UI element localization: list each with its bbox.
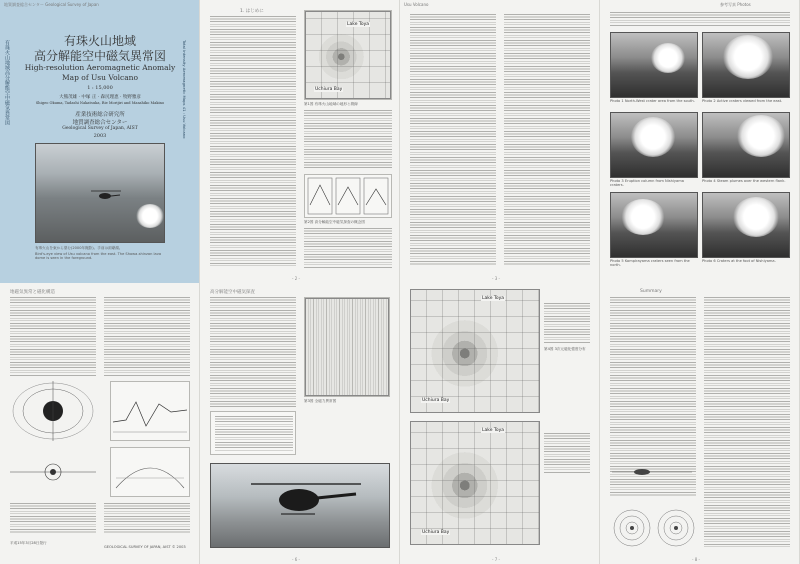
anomaly-map-upper [410, 289, 540, 413]
map-label-bay: Uchiura Bay [422, 398, 450, 403]
survey-flight-diagram [110, 447, 190, 497]
profile-chart [111, 382, 189, 440]
english-summary-page [600, 283, 800, 564]
photo-6 [702, 192, 790, 258]
dipole-field-diagram [10, 381, 96, 441]
page-number: - 2 - [292, 276, 300, 281]
map-label-lake: Lake Toya [347, 22, 370, 27]
back-page-2 [200, 283, 400, 564]
map-label-lake: Lake Toya [482, 296, 505, 301]
back-page-1 [0, 283, 200, 564]
aircraft-sketch [612, 463, 692, 481]
photo-3 [610, 112, 698, 178]
publisher-jp-1: 産業技術総合研究所 [75, 112, 125, 118]
publisher-en: Geological Survey of Japan, AIST [62, 126, 138, 131]
figure-4-caption: 第4図 3次元磁化強度分布 [544, 347, 586, 351]
cover-spine-title: 有珠火山地域高分解能空中磁気異常図 [4, 40, 10, 125]
text-column-left [410, 14, 496, 266]
cover-photo-caption-jp: 有珠火山を東から望む(2000年撮影)。手前は洞爺湖。 [35, 246, 123, 250]
photo-5-plume [621, 199, 665, 235]
cover-spine-title-en: Total Intensity Aeromagnetic Maps 41 : Usu Volcano [182, 40, 187, 139]
text-column-left [210, 297, 296, 407]
photo-2-caption: Photo 2 Active craters viewed from the east. [702, 99, 783, 103]
page-number: - 6 - [292, 557, 300, 562]
figure-3-caption: 第3図 全磁力異常図 [304, 399, 337, 403]
text-column-left [210, 16, 296, 266]
text-column-bottom-left [10, 503, 96, 533]
title-en-line1: High-resolution Aeromagnetic Anomaly [24, 63, 176, 72]
title-en-line2: Map of Usu Volcano [61, 73, 139, 82]
photo-5-caption: Photo 5 Kompirayama craters seen from the north. [610, 259, 690, 268]
text-column-bottom-right [104, 503, 190, 533]
title-jp-line2: 高分解能空中磁気異常図 [33, 49, 166, 63]
map-label-bay: Uchiura Bay [315, 87, 343, 92]
authors-jp: 大熊茂雄 · 中塚 正 · 森尻理恵 · 牧野雅彦 [59, 95, 141, 100]
figure-1-caption: 第1図 有珠火山地域の地形と測線 [304, 102, 358, 106]
publication-date: 平成15年3月28日発行 [10, 541, 47, 545]
photo-4-caption: Photo 4 Steam plumes over the western flank. [702, 179, 786, 183]
page-number: - 7 - [492, 557, 500, 562]
text-page-3 [400, 0, 600, 283]
survey-table-rows [215, 416, 293, 452]
page-number: - 8 - [692, 557, 700, 562]
text-column-left [10, 297, 96, 377]
photos-header: 参考写真 Photos [720, 2, 751, 7]
flight-line-map [305, 298, 389, 396]
text-column-right [704, 297, 790, 547]
photo-1-caption: Photo 1 North-West crater area from the south. [610, 99, 695, 103]
title-jp-line1: 有珠火山地域 [63, 34, 136, 48]
photo-2 [702, 32, 790, 98]
cover-photo-cloud [136, 204, 164, 228]
photo-3-caption: Photo 3 Eruption column from Nishiyama craters. [610, 179, 684, 188]
flight-lines [111, 448, 189, 496]
photo-3-plume [631, 117, 675, 157]
photo-4-plume [737, 115, 785, 157]
photo-2-plume [723, 35, 773, 79]
helicopter-icon [251, 478, 361, 528]
flight-line-map-figure [304, 297, 390, 397]
text-column-right-a [304, 110, 392, 170]
profile-chart-figure [110, 381, 190, 441]
photo-5 [610, 192, 698, 258]
text-page-2 [200, 0, 400, 283]
map-scale: 1 : 15,000 [87, 85, 113, 91]
survey-area-map [305, 11, 391, 99]
concept-diagram-figure [304, 174, 392, 218]
text-column-right [504, 14, 590, 266]
survey-area-map-figure [304, 10, 392, 100]
concentric-anomaly-diagram-1 [612, 508, 652, 548]
photo-1 [610, 32, 698, 98]
authors-en: Shigeo Okuma, Tadashi Nakatsuka, Rie Morijiri and Masahiko Makino [35, 101, 165, 105]
publisher-jp-2: 地質調査総合センター [72, 120, 128, 126]
map-label-bay: Uchiura Bay [422, 530, 450, 535]
photo-6-plume [733, 197, 779, 237]
page-header: 1. はじめに [240, 9, 264, 14]
photos-page [600, 0, 800, 283]
page-number: - 3 - [492, 276, 500, 281]
maps-page [400, 283, 600, 564]
cover-panel [0, 0, 200, 283]
helicopter-icon [91, 189, 121, 203]
cover-photo-caption-en: Bird's-eye view of Usu volcano from the east. The Showa-shinzan lava dome is seen in the foreground. [35, 252, 162, 261]
summary-title: Summary [640, 289, 662, 294]
cover-aerial-photo [35, 143, 165, 243]
page-header: Usu Volcano [404, 2, 429, 7]
text-column-right [104, 297, 190, 377]
magnetic-anomaly-diagram [10, 447, 96, 497]
photo-4 [702, 112, 790, 178]
publication-year: 2003 [93, 133, 107, 139]
legend-text-lower [544, 433, 590, 473]
anomaly-map-lower [410, 421, 540, 545]
figure-2-caption: 第2図 高分解能空中磁気探査の概念図 [304, 220, 365, 224]
photo-1-plume [651, 43, 685, 73]
concept-diagram [305, 175, 391, 217]
section-title: 高分解能空中磁気探査 [210, 290, 255, 295]
map-label-lake: Lake Toya [482, 428, 505, 433]
photo-6-caption: Photo 6 Craters at the foot of Nishiyama. [702, 259, 776, 263]
photos-intro-text [610, 12, 790, 26]
helicopter-photo [210, 463, 390, 548]
section-title: 地磁気異常と磁化構造 [10, 290, 55, 295]
concentric-anomaly-diagram-2 [656, 508, 696, 548]
legend-text-upper [544, 303, 590, 343]
cover-header: 地質調査総合センター Geological Survey of Japan [4, 2, 99, 7]
text-column-right-b [304, 228, 392, 268]
back-footer: GEOLOGICAL SURVEY OF JAPAN, AIST © 2003 [104, 545, 186, 549]
survey-table [210, 411, 296, 455]
